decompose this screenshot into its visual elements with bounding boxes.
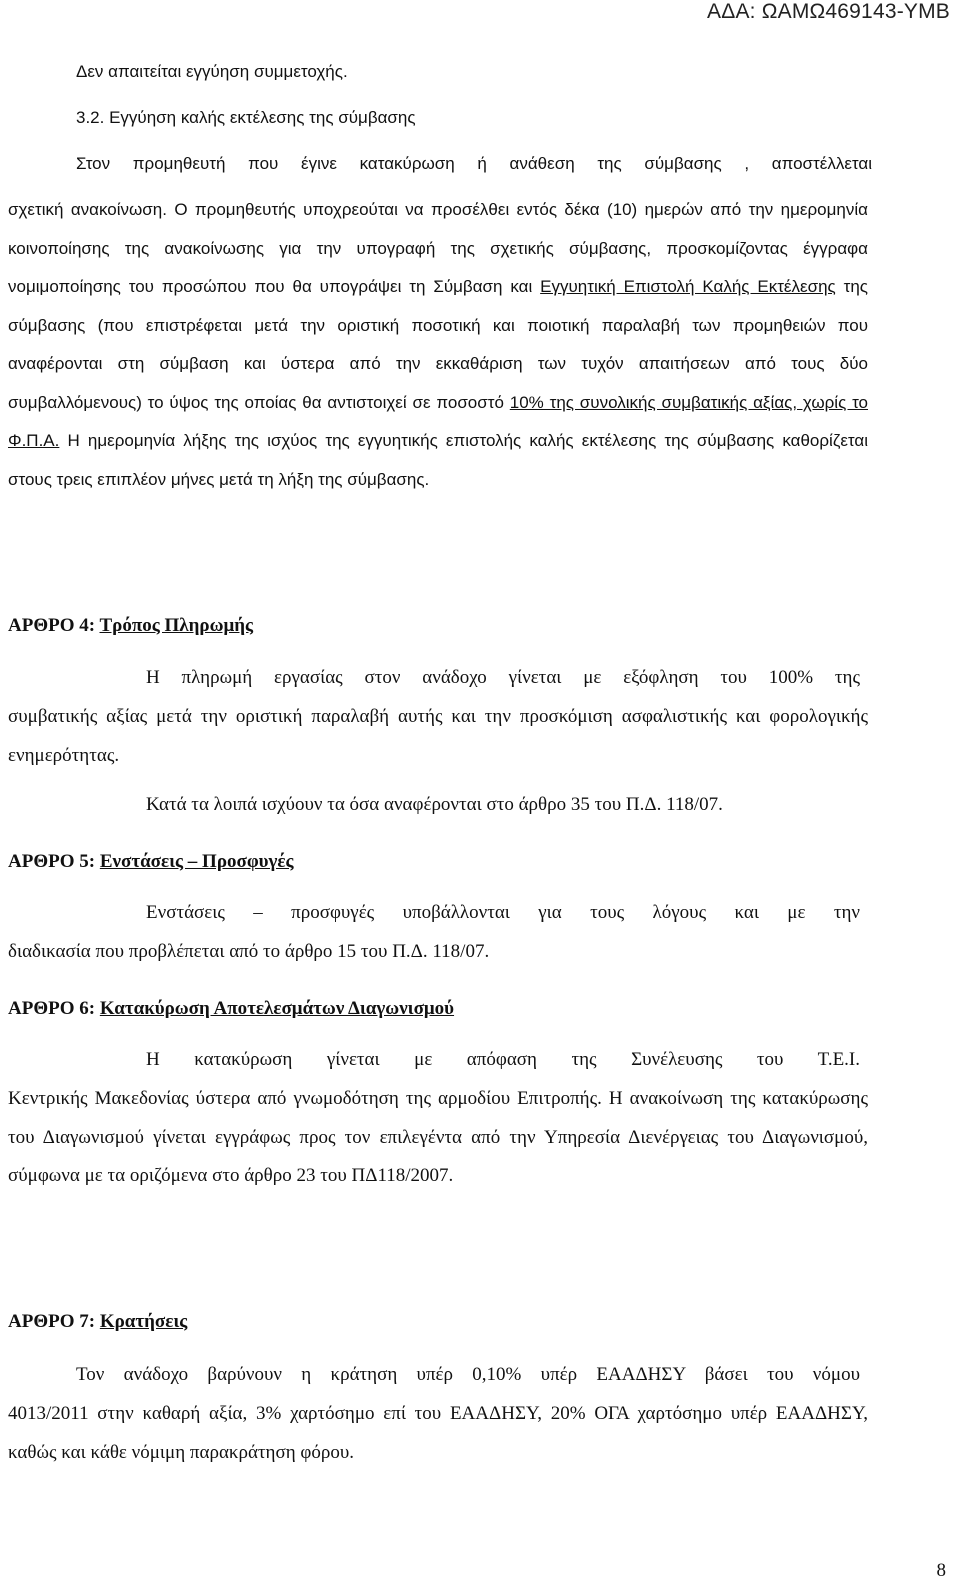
- article-7-heading: [8, 1310, 187, 1334]
- guarantee-percentage: 10% της συνολικής συμβατικής αξίας, χωρίς το Φ.Π.Α.: [8, 392, 869, 450]
- article-5-title: Ενστάσεις – Προσφυγές: [99, 851, 294, 872]
- intro-text: Δεν απαιτείται εγγύηση συμμετοχής.: [76, 62, 348, 81]
- article-5-body: διαδικασία που προβλέπεται από το άρθρο 15 του Π.Δ. 118/07.: [8, 941, 490, 962]
- article-7-body: 4013/2011 στην καθαρή αξία, 3% χαρτόσημο επί του ΕΑΑΔΗΣΥ, 20% ΟΓΑ χαρτόσημο υπέρ ΕΑΑΔΗΣΥ, καθώς και κάθε νόμιμη παρακράτηση φόρου.: [8, 1403, 868, 1463]
- section-3-2-text-2: της σύμβασης (που επιστρέφεται μετά την οριστική ποσοτική και ποιοτική παραλαβή των προμηθειών που αναφέρονται στη σύμβαση και ύστερα από την εκκαθάριση των τυχόν απαιτήσεων από τους δύο συμβαλλόμενους) το ύψος της οποίας θα αντιστοιχεί σε ποσοστό: [8, 277, 868, 412]
- section-3-2-text-1: σχετική ανακοίνωση. Ο προμηθευτής υποχρεούται να προσέλθει εντός δέκα (10) ημερών από την ημερομηνία κοινοποίησης της ανακοίνωσης για την υπογραφή της σχετικής σύμβασης, προσκομίζοντας έγγραφα νομιμοποίησης του προσώπου που θα υπογράψει τη Σύμβαση και: [8, 200, 868, 296]
- section-3-2-body: [8, 191, 868, 499]
- article-5-first-line: Ενστάσεις – προσφυγές υποβάλλονται για τους λόγους και με την: [146, 902, 860, 923]
- article-6-title: Κατακύρωση Αποτελεσμάτων Διαγωνισμού: [99, 998, 455, 1019]
- article-4-note: Κατά τα λοιπά ισχύουν τα όσα αναφέρονται στο άρθρο 35 του Π.Δ. 118/07.: [146, 794, 723, 815]
- article-6-first-line: Η κατακύρωση γίνεται με απόφαση της Συνέλευσης του Τ.Ε.Ι.: [146, 1049, 860, 1070]
- article-5-number: ΑΡΘΡΟ 5:: [8, 851, 96, 872]
- section-3-2-title: 3.2. Εγγύηση καλής εκτέλεσης της σύμβασης: [76, 108, 416, 127]
- article-4-number: ΑΡΘΡΟ 4:: [8, 615, 96, 636]
- performance-guarantee-link: Εγγυητική Επιστολή Καλής Εκτέλεσης: [540, 277, 836, 296]
- article-4-first-line: Η πληρωμή εργασίας στον ανάδοχο γίνεται με εξόφληση του 100% της: [146, 667, 860, 688]
- article-4-title: Τρόπος Πληρωμής: [99, 615, 254, 636]
- article-7-first-line: Τον ανάδοχο βαρύνουν η κράτηση υπέρ 0,10% υπέρ ΕΑΑΔΗΣΥ βάσει του νόμου: [76, 1364, 860, 1385]
- article-6-heading: [8, 997, 454, 1021]
- article-6-body: Κεντρικής Μακεδονίας ύστερα από γνωμοδότηση της αρμοδίου Επιτροπής. Η ανακοίνωση της κατακύρωσης του Διαγωνισμού γίνεται εγγράφως προς τον επιλεγέντα από την Υπηρεσία Διενέργειας του Διαγωνισμού, σύμφωνα με τα οριζόμενα στο άρθρο 23 του ΠΔ118/2007.: [8, 1088, 868, 1186]
- article-7-number: ΑΡΘΡΟ 7:: [8, 1311, 96, 1332]
- article-7-title: Κρατήσεις: [99, 1311, 188, 1332]
- article-4-heading: [8, 614, 253, 638]
- article-4-body: συμβατικής αξίας μετά την οριστική παραλαβή αυτής και την προσκόμιση ασφαλιστικής και φορολογικής ενημερότητας.: [8, 706, 868, 766]
- section-3-2-first-line: Στον προμηθευτή που έγινε κατακύρωση ή ανάθεση της σύμβασης , αποστέλλεται: [76, 154, 872, 173]
- section-3-2-text-3: Η ημερομηνία λήξης της ισχύος της εγγυητικής επιστολής καλής εκτέλεσης της σύμβασης καθορίζεται στους τρεις επιπλέον μήνες μετά τη λήξη της σύμβασης.: [8, 431, 868, 489]
- page-number: 8: [936, 1560, 946, 1581]
- article-5-heading: [8, 850, 294, 874]
- article-6-number: ΑΡΘΡΟ 6:: [8, 998, 96, 1019]
- ada-code: ΑΔΑ: ΩΑΜΩ469143-ΥΜΒ: [707, 0, 950, 23]
